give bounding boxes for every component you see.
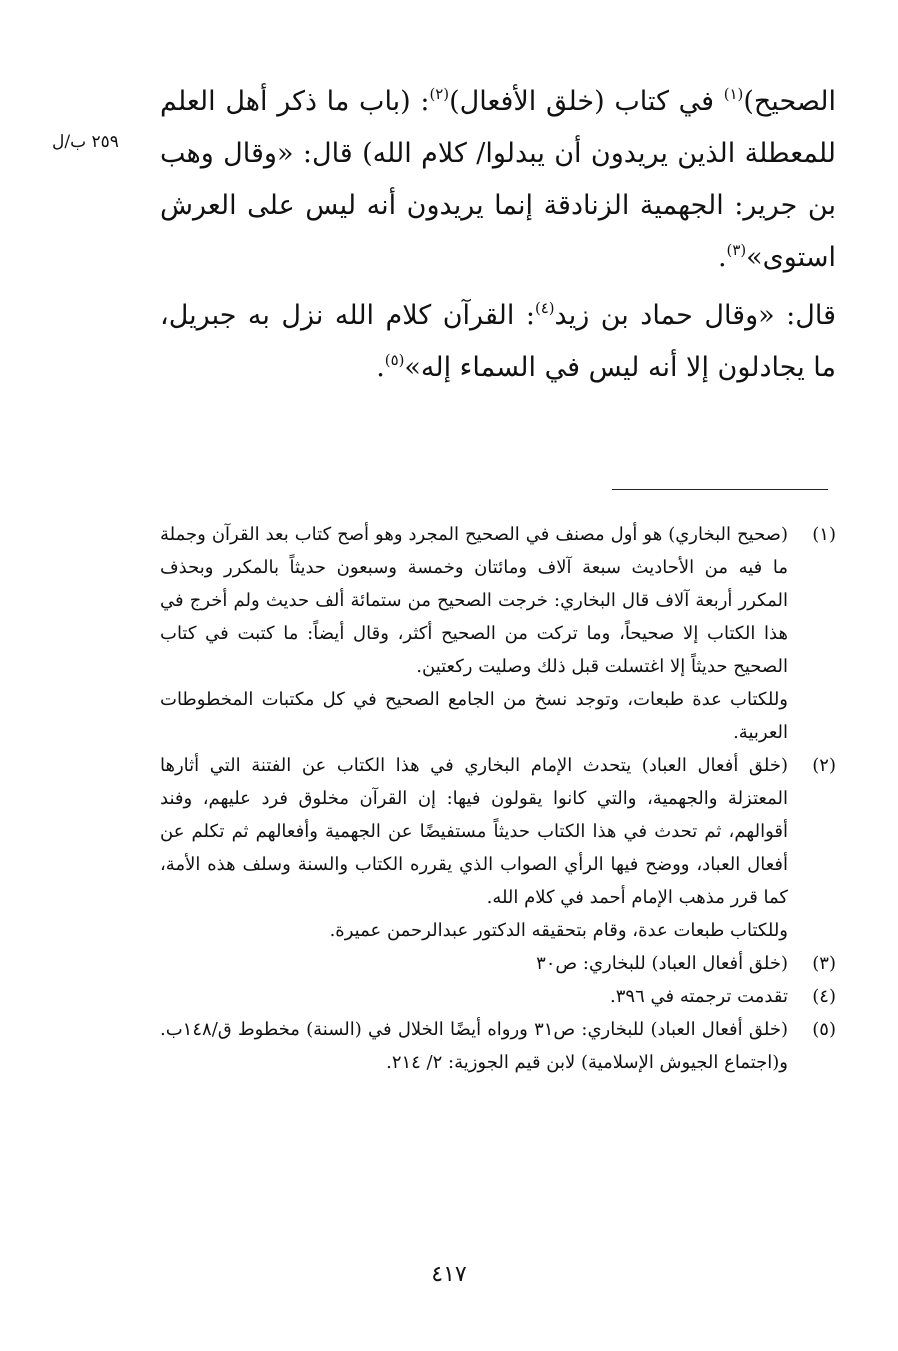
footnote-1 (160, 518, 836, 749)
footnote-number: (٤) (812, 986, 836, 1007)
footnote-text: (صحيح البخاري) هو أول مصنف في الصحيح المجرد وهو أصح كتاب بعد القرآن وجملة ما فيه من الأحاديث سبعة آلاف ومائتان وخمسة وسبعون حديثاً بالمكرر وبحذف المكرر أربعة آلاف قال البخاري: خرجت الصحيح من ستمائة ألف حديث ولم أخرج في هذا الكتاب إلا صحيحاً، وما تركت من الصحيح أكثر، وقال أيضاً: ما كتبت في كتاب الصحيح حديثاً إلا اغتسلت قبل ذلك وصليت ركعتين. (160, 524, 788, 677)
footnote-text: وللكتاب عدة طبعات، وتوجد نسخ من الجامع الصحيح في كل مكتبات المخطوطات العربية. (160, 689, 788, 743)
footnote-body (160, 749, 788, 947)
footnote-body (160, 980, 788, 1013)
footnotes (160, 518, 836, 1079)
footnote-ref-4[interactable]: (٤) (534, 298, 555, 317)
footnote-3 (160, 947, 836, 980)
footnote-number: (٥) (812, 1019, 836, 1040)
footnote-text: وللكتاب طبعات عدة، وقام بتحقيقه الدكتور عبدالرحمن عميرة. (329, 920, 788, 941)
footnote-number: (٢) (812, 755, 836, 776)
footnote-body (160, 1013, 788, 1079)
main-text (160, 76, 836, 394)
footnote-2 (160, 749, 836, 947)
main-paragraph-1 (160, 76, 836, 284)
footnote-ref-3[interactable]: (٣) (726, 240, 747, 259)
text-run: : (باب ما ذكر أهل العلم للمعطلة الذين يريدون أن يبدلوا/ كلام الله) قال: «وقال وهب بن جرير: الجهمية الزنادقة إنما يريدون أنه ليس على العرش استوى» (160, 86, 836, 273)
footnote-separator (612, 489, 828, 490)
footnote-ref-1[interactable]: (١) (723, 84, 744, 103)
footnote-ref-2[interactable]: (٢) (429, 84, 450, 103)
text-run: في كتاب (خلق الأفعال) (449, 86, 724, 117)
footnote-4 (160, 980, 836, 1013)
footnote-number: (٣) (812, 953, 836, 974)
footnote-5 (160, 1013, 836, 1079)
footnote-body (160, 947, 788, 980)
text-run: الصحيح) (743, 86, 837, 117)
text-run: . (717, 242, 727, 273)
footnote-text: (خلق أفعال العباد) للبخاري: ص٣١ ورواه أيضًا الخلال في (السنة) مخطوط ق/١٤٨ب. و(اجتماع الجيوش الإسلامية) لابن قيم الجوزية: ٢/ ٢١٤. (160, 1019, 788, 1073)
footnote-text: (خلق أفعال العباد) للبخاري: ص٣٠ (536, 953, 788, 974)
main-paragraph-2 (160, 290, 836, 394)
footnote-body (160, 518, 788, 749)
page-number: ٤١٧ (431, 1262, 467, 1287)
footnote-text: (خلق أفعال العباد) يتحدث الإمام البخاري في هذا الكتاب عن الفتنة التي أثارها المعتزلة والجهمية، والتي كانوا يقولون فيها: إن القرآن مخلوق فرد عليهم، وفند أقوالهم، ثم تحدث في هذا الكتاب حديثاً مستفيضًا عن الجهمية وأفعالهم ثم تكلم عن أفعال العباد، ووضح فيها الرأي الصواب الذي يقرره الكتاب والسنة وسلف هذه الأمة، كما قرر مذهب الإمام أحمد في كلام الله. (160, 755, 788, 908)
text-run: : القرآن كلام الله نزل به جبريل، ما يجادلون إلا أنه ليس في السماء إله» (160, 300, 836, 383)
footnote-text: تقدمت ترجمته في ٣٩٦. (610, 986, 788, 1007)
text-run: قال: «وقال حماد بن زيد (554, 300, 836, 331)
text-run: . (376, 352, 385, 383)
margin-manuscript-reference: ٢٥٩ ب/ل (52, 132, 119, 152)
footnote-ref-5[interactable]: (٥) (384, 350, 405, 369)
footnote-number: (١) (812, 524, 836, 545)
